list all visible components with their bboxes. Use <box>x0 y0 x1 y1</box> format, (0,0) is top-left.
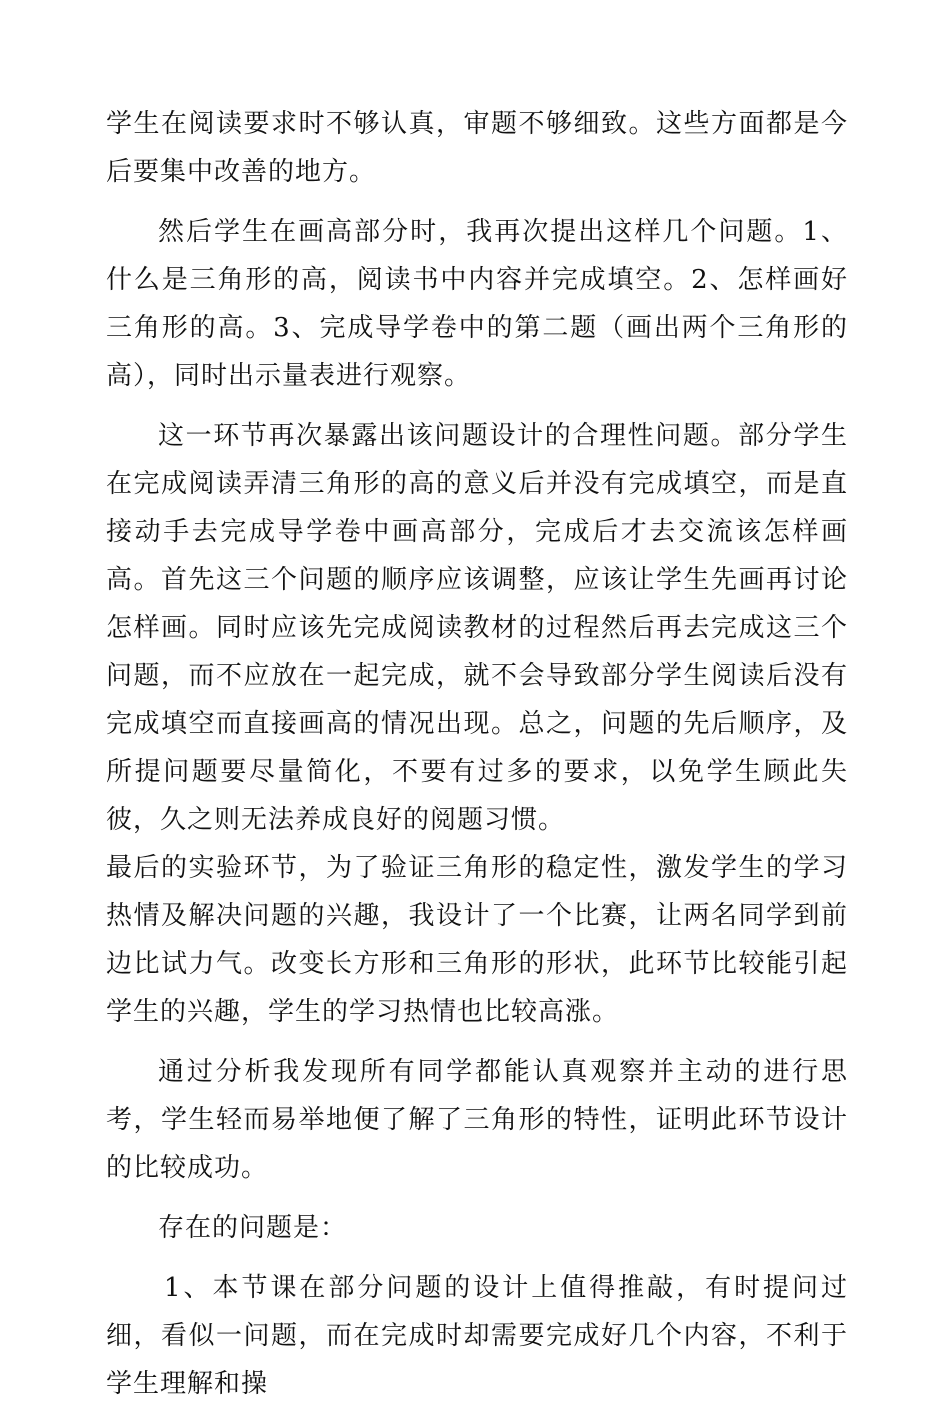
paragraph-3: 这一环节再次暴露出该问题设计的合理性问题。部分学生在完成阅读弄清三角形的高的意义后并没有完成填空，而是直接动手去完成导学卷中画高部分，完成后才去交流该怎样画高。首先这三个问题的顺序应该调整，应该让学生先画再讨论怎样画。同时应该先完成阅读教材的过程然后再去完成这三个问题，而不应放在一起完成，就不会导致部分学生阅读后没有完成填空而直接画高的情况出现。总之，问题的先后顺序，及所提问题要尽量简化，不要有过多的要求，以免学生顾此失彼，久之则无法养成良好的阅题习惯。 <box>106 421 848 835</box>
document-body <box>106 100 848 1408</box>
paragraph-5: 通过分析我发现所有同学都能认真观察并主动的进行思考，学生轻而易举地便了解了三角形的特性，证明此环节设计的比较成功。 <box>106 1057 848 1183</box>
paragraph-4: 最后的实验环节，为了验证三角形的稳定性，激发学生的学习热情及解决问题的兴趣，我设计了一个比赛，让两名同学到前边比试力气。改变长方形和三角形的形状，此环节比较能引起学生的兴趣，学生的学习热情也比较高涨。 <box>106 853 848 1027</box>
paragraph-6: 存在的问题是： <box>158 1213 348 1243</box>
paragraph-7: 1、本节课在部分问题的设计上值得推敲，有时提问过细，看似一问题，而在完成时却需要完成好几个内容，不利于学生理解和操 <box>106 1273 848 1399</box>
paragraph-2: 然后学生在画高部分时，我再次提出这样几个问题。1、什么是三角形的高，阅读书中内容并完成填空。2、怎样画好三角形的高。3、完成导学卷中的第二题（画出两个三角形的高），同时出示量表进行观察。 <box>106 217 848 391</box>
paragraph-1: 学生在阅读要求时不够认真，审题不够细致。这些方面都是今后要集中改善的地方。 <box>106 109 848 187</box>
